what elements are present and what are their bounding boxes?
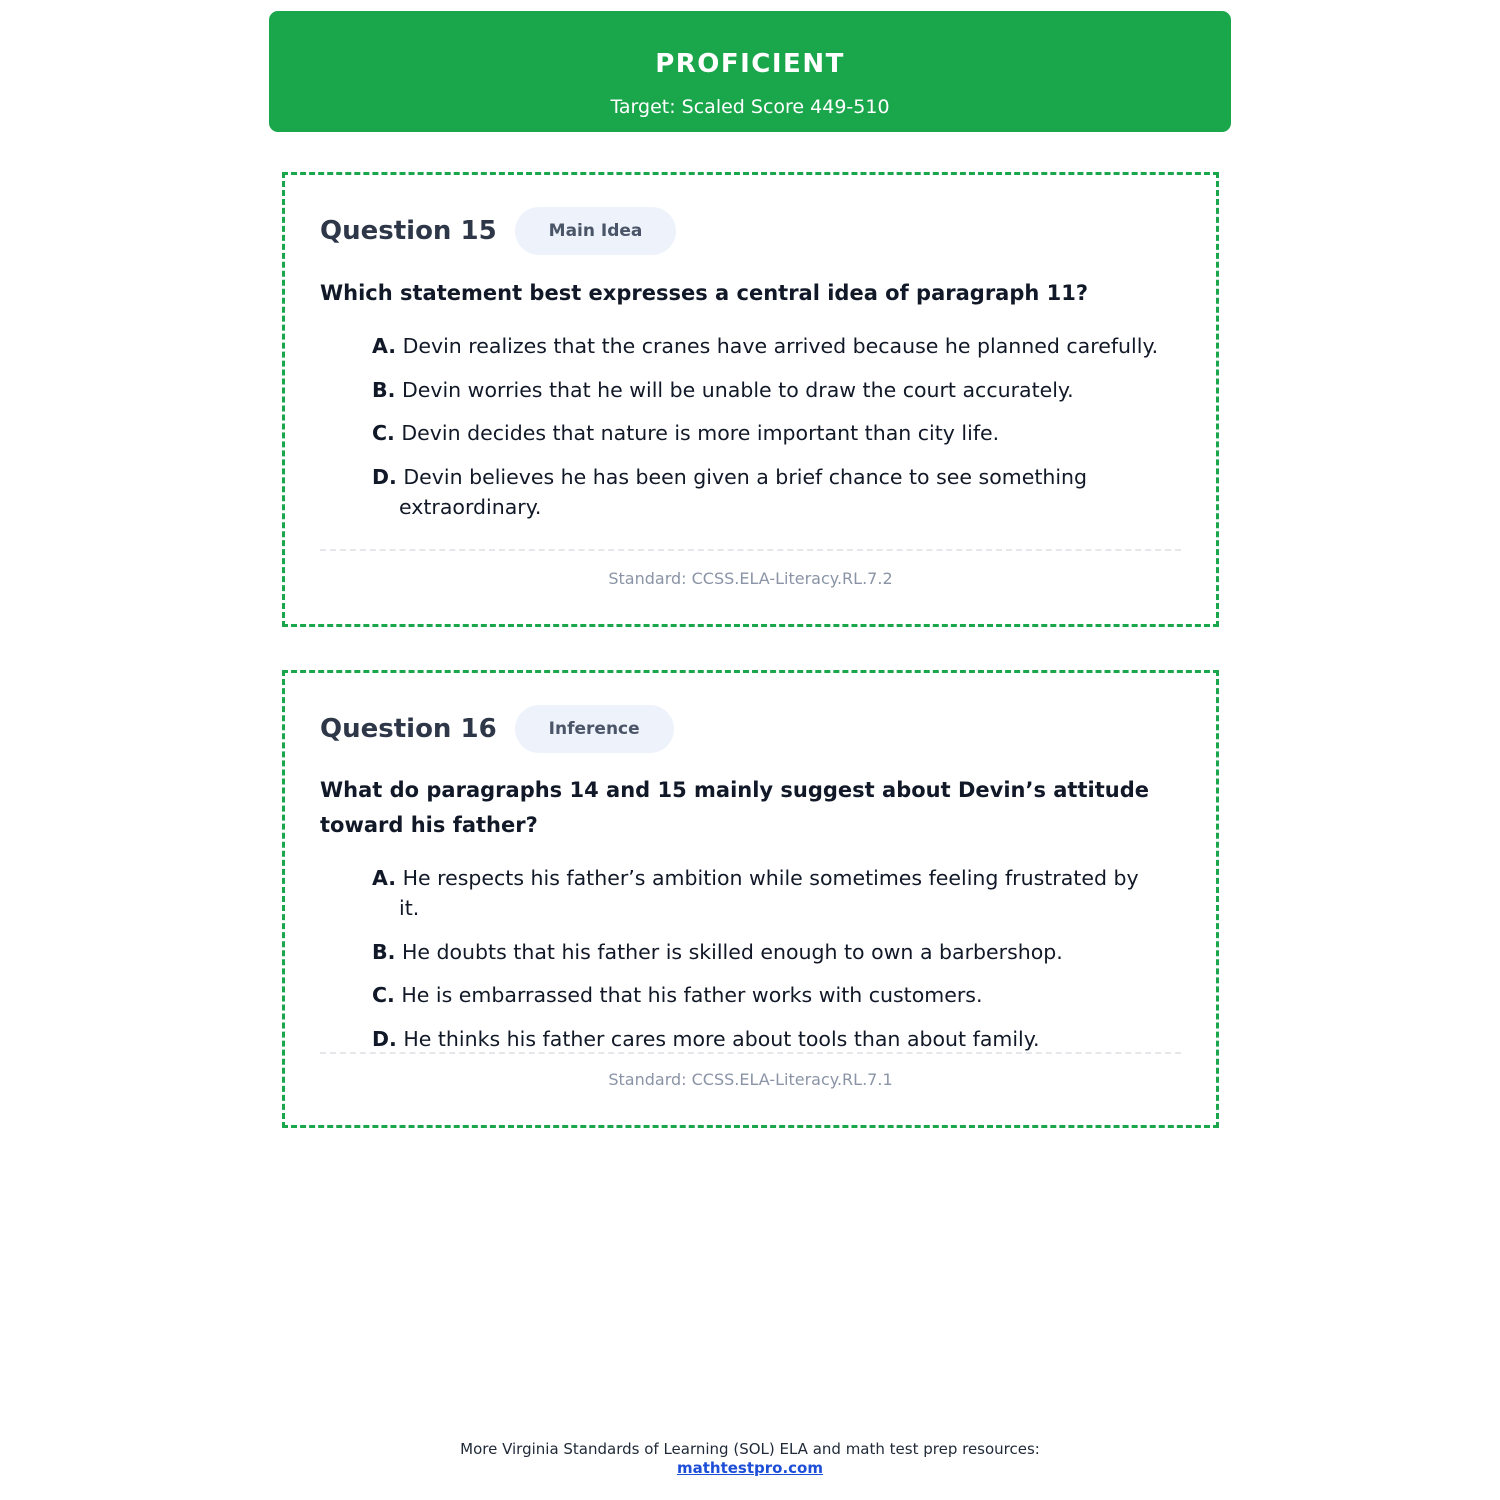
option-text: Devin decides that nature is more important than city life. <box>401 421 1000 445</box>
proficiency-banner <box>269 11 1231 132</box>
option-text: He is embarrassed that his father works with customers. <box>401 983 983 1007</box>
footer-text: More Virginia Standards of Learning (SOL) ELA and math test prep resources: <box>460 1440 1040 1458</box>
option-letter: C. <box>372 421 395 445</box>
option-text: He thinks his father cares more about tools than about family. <box>403 1026 1040 1051</box>
option-text: He respects his father’s ambition while sometimes feeling frustrated by it. <box>399 866 1139 920</box>
option-letter: B. <box>372 939 396 964</box>
option-letter: D. <box>372 1026 397 1051</box>
answer-option-b[interactable] <box>362 375 1162 405</box>
option-letter: B. <box>372 377 396 402</box>
standard-label: Standard: CCSS.ELA-Literacy.RL.7.1 <box>608 1070 893 1089</box>
question-text: What do paragraphs 14 and 15 mainly suggest about Devin’s attitude toward his father? <box>320 778 1149 837</box>
answer-option-d[interactable] <box>362 462 1162 522</box>
question-text: Which statement best expresses a central idea of paragraph 11? <box>320 281 1089 305</box>
question-header <box>320 705 674 753</box>
skill-tag: Main Idea <box>515 207 677 255</box>
answer-option-a[interactable] <box>362 863 1162 923</box>
answer-options <box>362 863 1162 1067</box>
answer-option-a[interactable] <box>362 331 1162 361</box>
footer <box>0 1440 1500 1478</box>
skill-tag: Inference <box>515 705 674 753</box>
question-card-16 <box>282 670 1219 1128</box>
option-text: He doubts that his father is skilled enough to own a barbershop. <box>401 939 1063 964</box>
banner-subtitle: Target: Scaled Score 449-510 <box>610 96 890 118</box>
option-text: Devin worries that he will be unable to draw the court accurately. <box>401 377 1074 402</box>
question-card-15 <box>282 172 1219 627</box>
option-letter: A. <box>372 866 397 890</box>
option-text: Devin realizes that the cranes have arrived because he planned carefully. <box>402 334 1159 358</box>
option-letter: D. <box>372 464 397 489</box>
option-text: Devin believes he has been given a brief chance to see something extraordinary. <box>399 464 1088 519</box>
answer-option-d[interactable] <box>362 1024 1162 1054</box>
answer-option-c[interactable] <box>362 418 1162 448</box>
answer-option-b[interactable] <box>362 937 1162 967</box>
banner-title: PROFICIENT <box>655 49 845 79</box>
answer-options <box>362 331 1162 535</box>
question-header <box>320 207 676 255</box>
standard-label: Standard: CCSS.ELA-Literacy.RL.7.2 <box>608 569 893 588</box>
question-title: Question 16 <box>320 714 497 744</box>
answer-option-c[interactable] <box>362 980 1162 1010</box>
footer-link[interactable]: mathtestpro.com <box>676 1459 823 1477</box>
divider <box>320 549 1181 551</box>
divider <box>320 1052 1181 1054</box>
question-title: Question 15 <box>320 216 497 246</box>
option-letter: A. <box>372 334 397 358</box>
option-letter: C. <box>372 983 395 1007</box>
